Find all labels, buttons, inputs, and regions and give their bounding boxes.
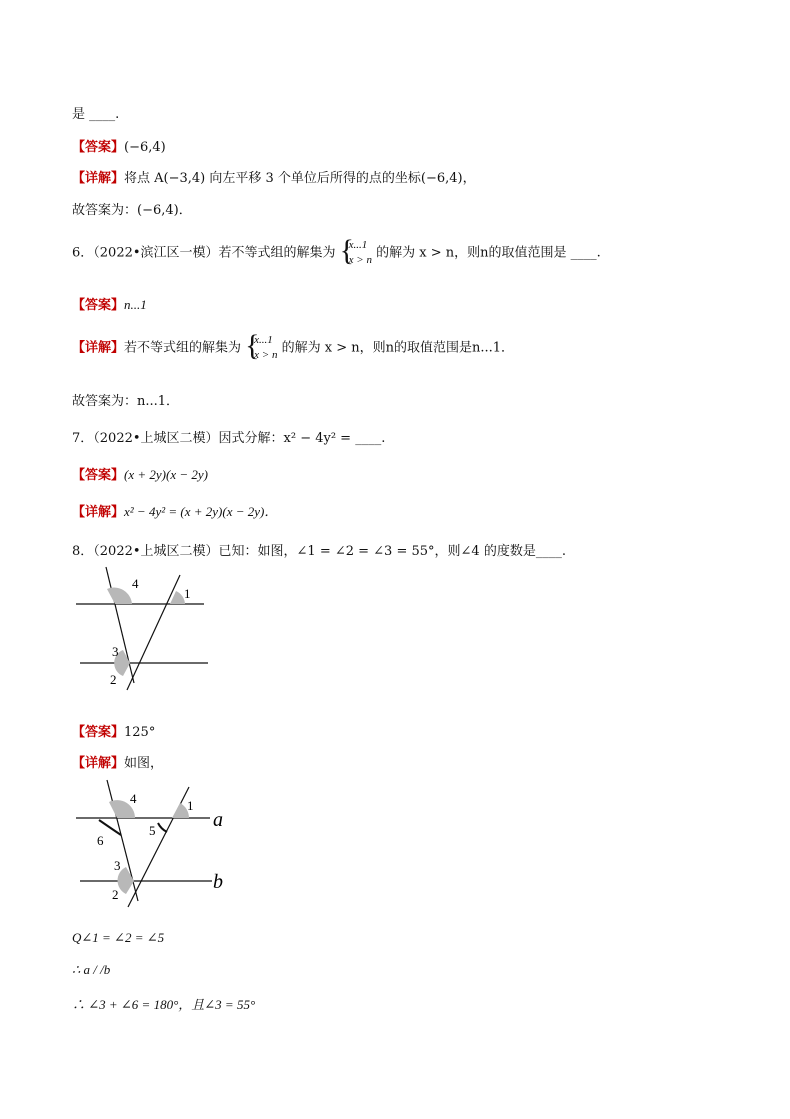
- inequality-system: [245, 329, 278, 363]
- answer-value: (−6,4): [124, 140, 166, 155]
- geometry-figure-2: [72, 777, 237, 912]
- detail-7: [72, 501, 277, 520]
- angle-label: 3: [112, 644, 119, 659]
- angle-label: 4: [130, 791, 137, 806]
- angle-label: 1: [187, 798, 194, 813]
- answer-tag: 【答案】: [72, 725, 125, 740]
- brace-icon: {: [339, 234, 355, 267]
- angle-label: 6: [97, 833, 104, 848]
- inequality-system: [339, 234, 372, 268]
- answer-6: [72, 294, 147, 313]
- step-1: Q∠1 = ∠2 = ∠5: [72, 930, 165, 945]
- answer-tag: 【答案】: [72, 140, 125, 155]
- detail-6: [72, 329, 515, 363]
- system-row-2: x > n: [348, 254, 372, 266]
- geometry-figure-1: [72, 565, 217, 695]
- step-3: ∴ ∠3 + ∠6 = 180°，且∠3 = 55°: [72, 997, 256, 1012]
- angle-label: 1: [184, 586, 191, 601]
- angle-label: 2: [112, 887, 119, 902]
- answer-tag: 【答案】: [72, 298, 125, 313]
- angle-label: 3: [114, 858, 121, 873]
- conclusion-6: 故答案为：n...1．: [72, 394, 180, 409]
- angle-4-mark: [107, 588, 132, 604]
- detail-tag: 【详解】: [72, 340, 125, 356]
- brace-icon: {: [245, 329, 260, 362]
- detail-5: [72, 167, 476, 186]
- detail-text: 将点 A(−3,4) 向左平移 3 个单位后所得的点的坐标(−6,4)，: [124, 171, 476, 186]
- angle-5-arc: [158, 823, 167, 832]
- line-label-b: b: [213, 871, 223, 893]
- detail-tag: 【详解】: [72, 505, 125, 520]
- line-label-a: a: [213, 809, 223, 831]
- detail-tag: 【详解】: [72, 171, 125, 186]
- detail-6-suffix: 的解为 x > n，则n的取值范围是n...1．: [281, 340, 515, 356]
- answer-8: [72, 721, 155, 740]
- answer-value: (x + 2y)(x − 2y): [124, 467, 208, 482]
- angle-label: 2: [110, 672, 117, 687]
- step-2: ∴ a / /b: [72, 962, 111, 977]
- answer-tag: 【答案】: [72, 468, 125, 483]
- system-row-2: x > n: [254, 349, 278, 361]
- detail-6-prefix: 若不等式组的解集为: [124, 340, 242, 356]
- answer-value: 125°: [124, 725, 156, 740]
- detail-text: 如图，: [124, 756, 164, 771]
- angle-label: 5: [149, 823, 156, 838]
- question-8: 8．（2022•上城区二模）已知：如图，∠1 = ∠2 = ∠3 = 55°，则∠4 的度数是____.: [72, 544, 566, 559]
- answer-5: [72, 136, 166, 155]
- system-row-1: x...1: [348, 239, 368, 251]
- question-6-prefix: 6．（2022•滨江区一模）若不等式组的解集为: [72, 245, 336, 261]
- detail-text: x² − 4y² = (x + 2y)(x − 2y)．: [124, 504, 278, 519]
- answer-7: [72, 464, 208, 483]
- angle-label: 4: [132, 576, 139, 591]
- system-row-1: x...1: [254, 334, 273, 346]
- question-6-suffix: 的解为 x > n，则n的取值范围是 ____.: [376, 245, 601, 261]
- detail-8: [72, 752, 163, 771]
- answer-value: n...1: [124, 297, 147, 312]
- detail-tag: 【详解】: [72, 756, 125, 771]
- right-transversal: [127, 575, 180, 690]
- question-5-tail: 是 ____.: [72, 107, 120, 122]
- question-6: [72, 234, 601, 268]
- conclusion-5: 故答案为：(−6,4)．: [72, 203, 192, 218]
- question-7: 7．（2022•上城区二模）因式分解：x² − 4y² = ____.: [72, 431, 386, 446]
